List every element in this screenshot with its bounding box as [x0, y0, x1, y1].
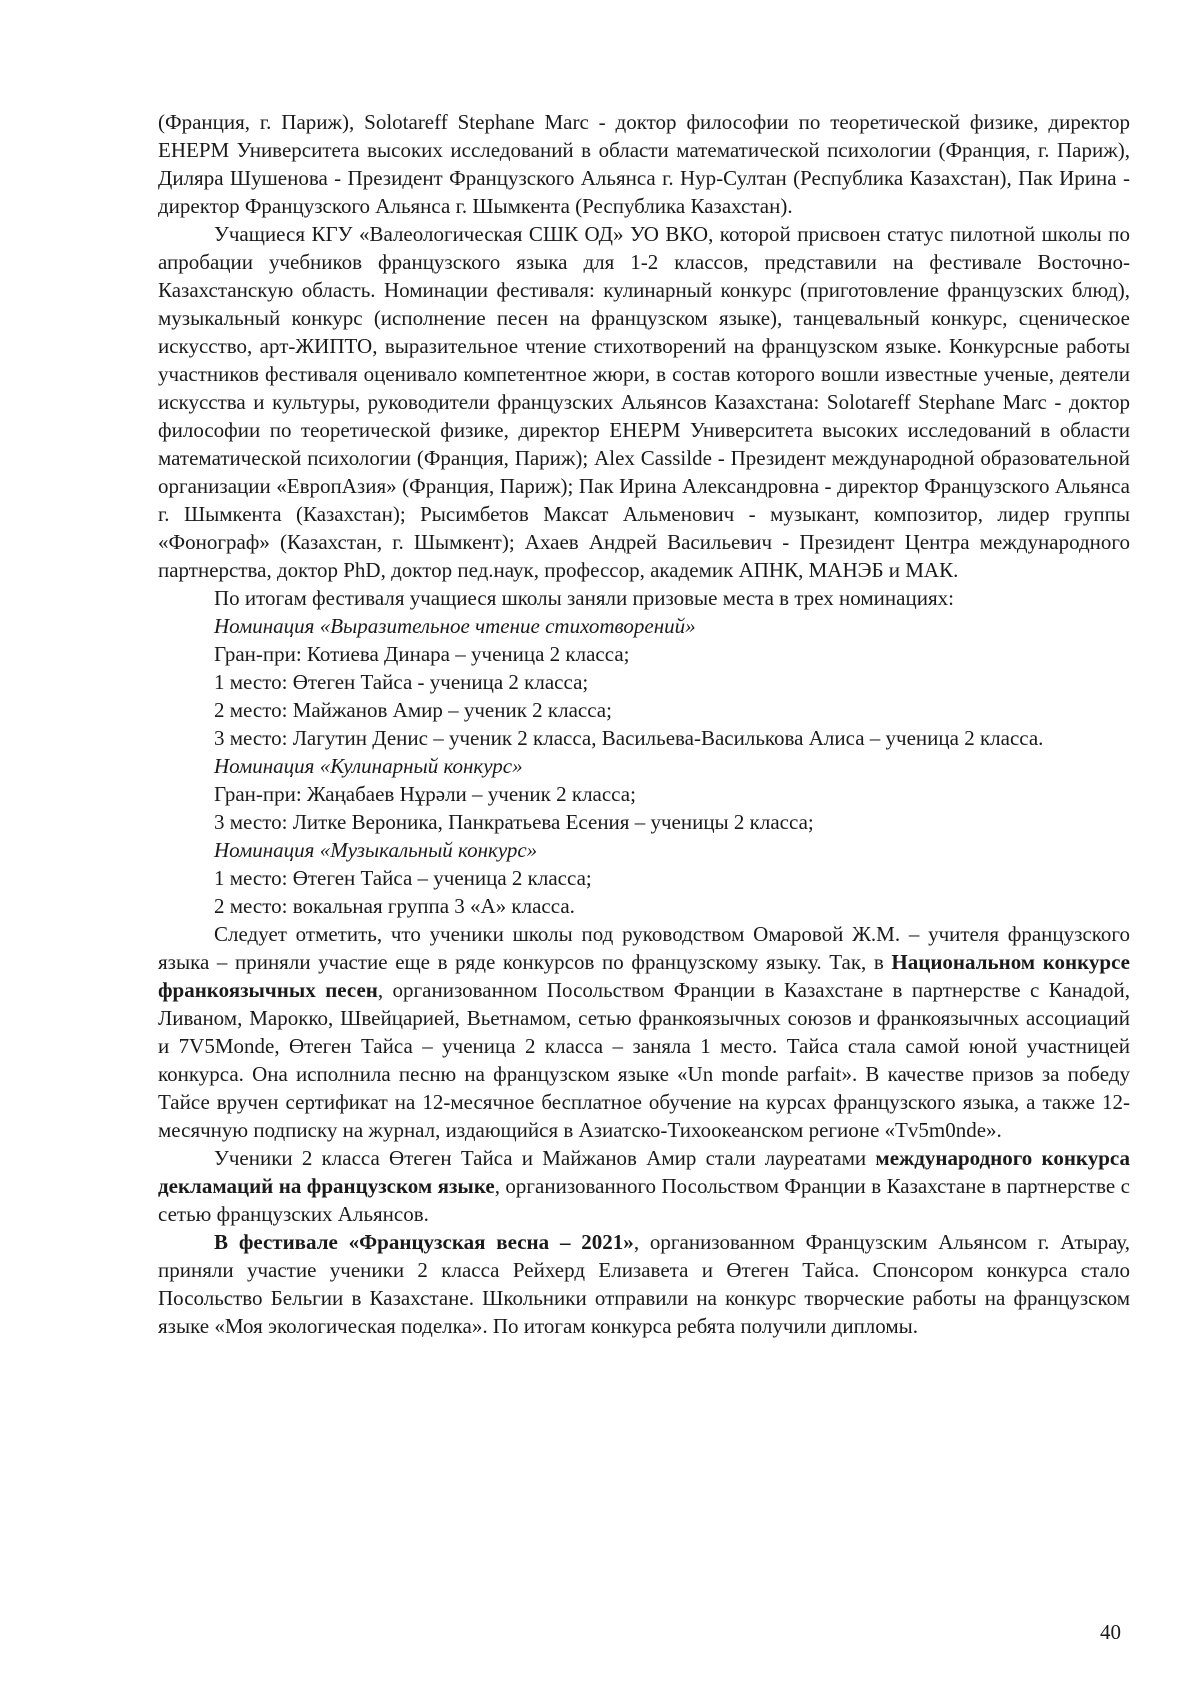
nomination-culinary-third-place: 3 место: Литке Вероника, Панкратьева Есения – ученицы 2 класса; [214, 810, 814, 834]
paragraph-jury-intro: (Франция, г. Париж), Solotareff Stephane Marc - доктор философии по теоретической физике, директор EHEPM Университета высоких исследований в области математической психологии (Франция, г. Париж), Диляра Шушенова - Президент Французского Альянса г. Нур-Султан (Республика Казахстан), Пак Ирина - директор Французского Альянса г. Шымкента (Республика Казахстан). [158, 110, 1130, 218]
nomination-culinary-grand-prix: Гран-при: Жаңабаев Нұрәли – ученик 2 класса; [214, 782, 636, 806]
bold-contest-name: Национальном конкурсе франкоязычных песен [158, 950, 1130, 1002]
page-number: 40 [1100, 1620, 1121, 1644]
text-run: Ученики 2 класса Өтеген Тайса и Майжанов Амир стали лауреатами [214, 1146, 876, 1170]
text-run: , организованного Посольством Франции в Казахстане в партнерстве с сетью французских Альянсов. [158, 1174, 1130, 1226]
nomination-music-second-place: 2 место: вокальная группа 3 «А» класса. [214, 894, 575, 918]
nomination-reading-third-place: 3 место: Лагутин Денис – ученик 2 класса, Васильева-Василькова Алиса – ученица 2 класса. [214, 726, 1044, 750]
paragraph-festival-students: Учащиеся КГУ «Валеологическая СШК ОД» УО ВКО, которой присвоен статус пилотной школы по апробации учебников французского языка для 1-2 классов, представили на фестивале Восточно-Казахстанскую область. Номинации фестиваля: кулинарный конкурс (приготовление французских блюд), музыкальный конкурс (исполнение песен на французском языке), танцевальный конкурс, сценическое искусство, арт-ЖИПТО, выразительное чтение стихотворений на французском языке. Конкурсные работы участников фестиваля оценивало компетентное жюри, в состав которого вошли известные ученые, деятели искусства и культуры, руководители французских Альянсов Казахстана: Solotareff Stephane Marc - доктор философии по теоретической физике, директор EHEPM Университета высоких исследований в области математической психологии (Франция, Париж); Alex Cassilde - Президент международной образовательной организации «ЕвропАзия» (Франция, Париж); Пак Ирина Александровна - директор Французского Альянса г. Шымкента (Казахстан); Рысимбетов Максат Альменович - музыкант, композитор, лидер группы «Фонограф» (Казахстан, г. Шымкент); Ахаев Андрей Васильевич - Президент Центра международного партнерства, доктор PhD, доктор пед.наук, профессор, академик АПНК, МАНЭБ и МАК. [158, 222, 1130, 582]
bold-festival-name: В фестивале «Французская весна – 2021» [214, 1230, 634, 1254]
nomination-music-heading: Номинация «Музыкальный конкурс» [214, 838, 538, 862]
nomination-culinary-heading: Номинация «Кулинарный конкурс» [214, 754, 523, 778]
text-run: Следует отметить, что ученики школы под руководством Омаровой Ж.М. – учителя французского языка – приняли участие еще в ряде конкурсов по французскому языку. Так, в [158, 922, 1130, 974]
paragraph-french-spring-festival [158, 1228, 1130, 1340]
nomination-reading-heading: Номинация «Выразительное чтение стихотворений» [214, 614, 696, 638]
paragraph-results-intro: По итогам фестиваля учащиеся школы заняли призовые места в трех номинациях: [214, 586, 954, 610]
text-run: , организованном Посольством Франции в Казахстане в партнерстве с Канадой, Ливаном, Марокко, Швейцарией, Вьетнамом, сетью франкоязычных союзов и франкоязычных ассоциаций и 7V5Monde, Өтеген Тайса – ученица 2 класса – заняла 1 место. Тайса стала самой юной участницей конкурса. Она исполнила песню на французском языке «Un monde parfait». В качестве призов за победу Тайсе вручен сертификат на 12-месячное бесплатное обучение на курсах французского языка, а также 12-месячную подписку на журнал, издающийся в Азиатско-Тихоокеанском регионе «Tv5m0nde». [158, 978, 1130, 1142]
nomination-reading-second-place: 2 место: Майжанов Амир – ученик 2 класса; [214, 698, 612, 722]
document-body [158, 108, 1130, 1340]
bold-contest-name: международного конкурса декламаций на французском языке [158, 1146, 1130, 1198]
nomination-reading-first-place: 1 место: Өтеген Тайса - ученица 2 класса; [214, 670, 589, 694]
paragraph-national-song-contest [158, 920, 1130, 1144]
text-run: , организованном Французским Альянсом г. Атырау, приняли участие ученики 2 класса Рейхерд Елизавета и Өтеген Тайса. Спонсором конкурса стало Посольство Бельгии в Казахстане. Школьники отправили на конкурс творческие работы на французском языке «Моя экологическая поделка». По итогам конкурса ребята получили дипломы. [158, 1230, 1131, 1338]
nomination-music-first-place: 1 место: Өтеген Тайса – ученица 2 класса; [214, 866, 592, 890]
paragraph-declamation-contest [158, 1144, 1130, 1228]
nomination-reading-grand-prix: Гран-при: Котиева Динара – ученица 2 класса; [214, 642, 630, 666]
